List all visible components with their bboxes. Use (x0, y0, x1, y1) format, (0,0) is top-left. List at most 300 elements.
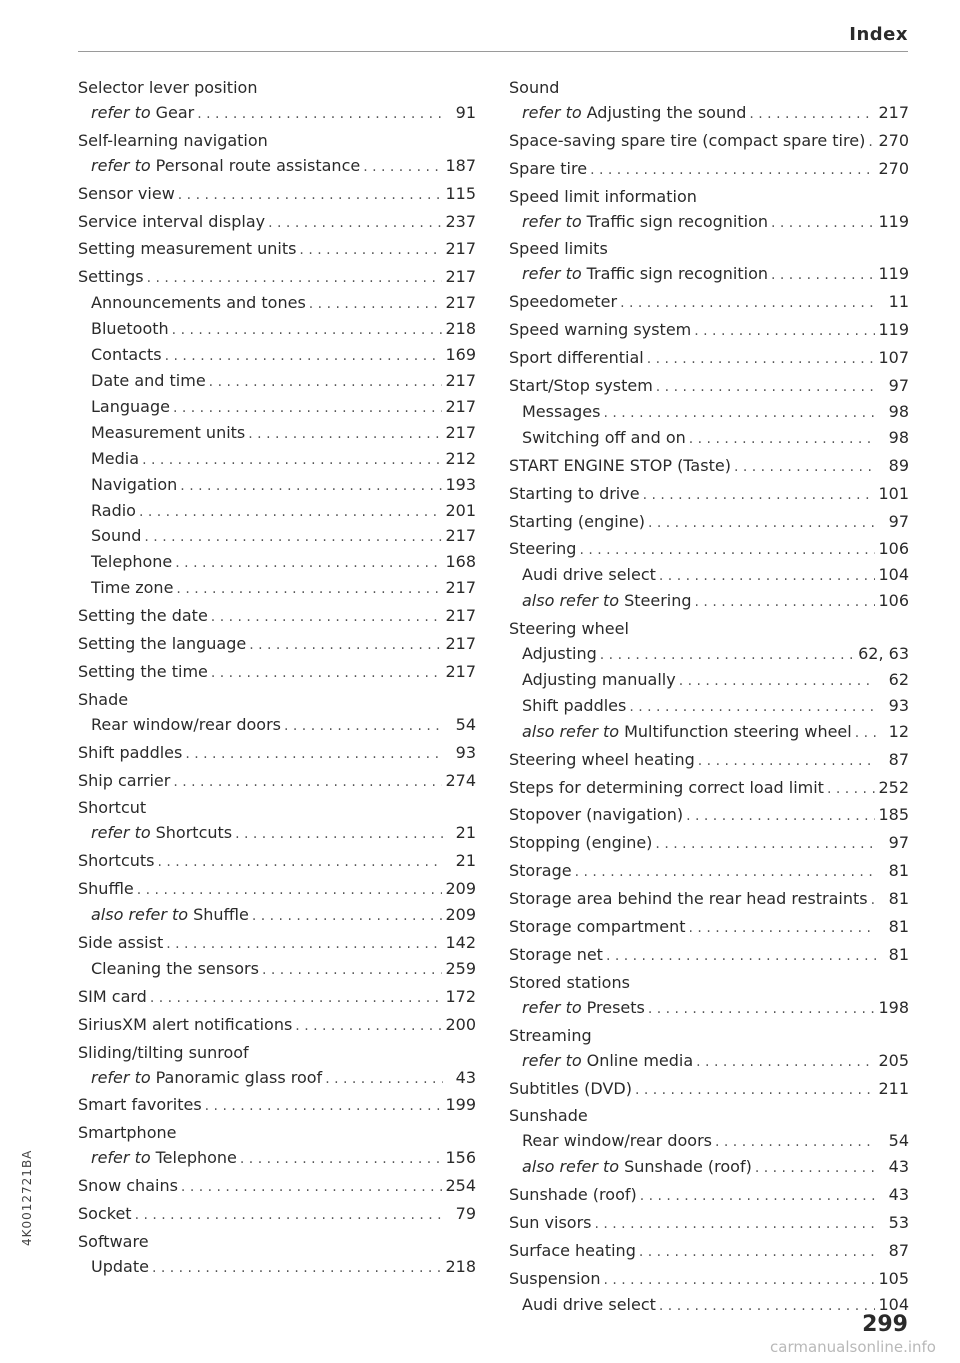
entry-text: Sunshade (509, 1106, 588, 1126)
page-reference: 200 (445, 1014, 476, 1034)
page-reference: 270 (878, 158, 909, 178)
entry-text: Multifunction steering wheel (624, 721, 852, 741)
entry-label (522, 563, 656, 588)
page-reference: 205 (878, 1050, 909, 1070)
page-reference: 217 (445, 526, 476, 546)
page-reference: 211 (878, 1078, 909, 1098)
index-subentry (509, 262, 909, 288)
index-entry (509, 510, 909, 536)
index-subentry (509, 1129, 909, 1155)
page-reference: 217 (445, 239, 476, 259)
page-reference: 106 (878, 591, 909, 611)
page-reference: 168 (445, 552, 476, 572)
entry-label (78, 1174, 178, 1199)
entry-text: Socket (78, 1204, 132, 1224)
entry-text: Shortcuts (78, 851, 155, 871)
entry-label (509, 859, 572, 884)
dot-leader (648, 997, 876, 1022)
index-subentry (78, 821, 476, 847)
entry-label (522, 720, 852, 745)
entry-label (522, 1293, 656, 1318)
page-reference: 105 (878, 1268, 909, 1288)
entry-label (509, 831, 652, 856)
index-entry (509, 859, 909, 885)
dot-leader (868, 130, 875, 155)
entry-text: Steering (509, 539, 577, 559)
dot-leader (659, 1294, 876, 1319)
index-subentry (509, 563, 909, 589)
entry-label (78, 210, 265, 235)
page-reference: 62, 63 (858, 644, 909, 664)
entry-label (509, 76, 559, 101)
index-entry (78, 660, 476, 686)
page-reference: 254 (445, 1176, 476, 1196)
page-reference: 193 (445, 474, 476, 494)
index-entry (509, 617, 909, 642)
dot-leader (694, 319, 875, 344)
entry-label (91, 903, 249, 928)
dot-leader (180, 474, 442, 499)
cross-reference: refer to (522, 997, 582, 1017)
entry-text: Setting measurement units (78, 239, 297, 259)
page-reference: 274 (445, 770, 476, 790)
entry-label (522, 1049, 693, 1074)
page-reference: 87 (888, 749, 909, 769)
index-entry (509, 237, 909, 262)
entry-label (509, 1104, 588, 1129)
dot-leader (606, 944, 876, 969)
index-entry (509, 831, 909, 857)
entry-label (509, 454, 731, 479)
dot-leader (643, 483, 876, 508)
index-subentry (78, 903, 476, 929)
index-subentry (509, 668, 909, 694)
entry-label (91, 154, 360, 179)
index-subentry (78, 1066, 476, 1092)
entry-text: Shortcuts (155, 823, 233, 843)
entry-label (91, 550, 172, 575)
index-subentry (509, 210, 909, 236)
entry-text: Navigation (91, 474, 178, 494)
entry-label (78, 1093, 202, 1118)
index-subentry (509, 642, 909, 668)
entry-label (509, 748, 695, 773)
page-reference: 199 (445, 1095, 476, 1115)
entry-label (91, 343, 162, 368)
entry-text: Traffic sign recognition (586, 264, 768, 284)
entry-label (509, 776, 824, 801)
dot-leader (647, 347, 876, 372)
dot-leader (175, 551, 442, 576)
dot-leader (603, 401, 876, 426)
entry-text: SiriusXM alert notifications (78, 1014, 293, 1034)
entry-text: Sport differential (509, 348, 644, 368)
entry-label (522, 101, 746, 126)
entry-label (78, 265, 144, 290)
dot-leader (144, 525, 442, 550)
page-reference: 201 (445, 500, 476, 520)
entry-text: Subtitles (DVD) (509, 1078, 632, 1098)
page-reference: 119 (878, 320, 909, 340)
entry-text: Rear window/rear doors (522, 1131, 712, 1151)
entry-text: Smart favorites (78, 1095, 202, 1115)
page-reference: 187 (445, 155, 476, 175)
page-reference: 81 (888, 861, 909, 881)
entry-text: Telephone (91, 552, 173, 572)
dot-leader (284, 714, 443, 739)
entry-label (91, 473, 177, 498)
page-reference: 104 (878, 565, 909, 585)
index-entry (509, 1183, 909, 1209)
entry-label (91, 524, 141, 549)
page-reference: 169 (445, 345, 476, 365)
cross-reference: also refer to (522, 591, 620, 611)
entry-label (78, 769, 170, 794)
entry-label (522, 694, 626, 719)
entry-label (509, 129, 865, 154)
dot-leader (248, 422, 442, 447)
index-entry (509, 803, 909, 829)
page-reference: 53 (888, 1213, 909, 1233)
dot-leader (734, 455, 876, 480)
index-subentry (78, 1146, 476, 1172)
entry-text: START ENGINE STOP (Taste) (509, 455, 731, 475)
cross-reference: refer to (91, 1148, 151, 1168)
page-reference: 217 (445, 396, 476, 416)
dot-leader (249, 633, 442, 658)
page-header-title: Index (849, 24, 908, 45)
dot-leader (295, 1014, 442, 1039)
entry-label (78, 632, 246, 657)
entry-text: Streaming (509, 1025, 592, 1045)
dot-leader (715, 1130, 876, 1155)
page-reference: 43 (888, 1185, 909, 1205)
dot-leader (165, 344, 443, 369)
index-entry (509, 374, 909, 400)
entry-text: Storage net (509, 945, 603, 964)
entry-text: Traffic sign recognition (586, 211, 768, 231)
entry-text: Starting (engine) (509, 511, 645, 531)
index-subentry (509, 101, 909, 127)
page-reference: 119 (878, 264, 909, 284)
page-reference: 212 (445, 448, 476, 468)
entry-text: Smartphone (78, 1123, 177, 1143)
entry-label (91, 395, 170, 420)
entry-label (509, 290, 617, 315)
entry-text: Starting to drive (509, 483, 640, 503)
page-reference: 81 (888, 945, 909, 964)
entry-text: Speed limits (509, 239, 608, 259)
entry-text: Setting the language (78, 634, 247, 654)
dot-leader (827, 777, 876, 802)
dot-leader (655, 832, 876, 857)
entry-label (522, 426, 686, 451)
index-entry (509, 290, 909, 316)
entry-label (509, 537, 576, 562)
index-entry (509, 1211, 909, 1237)
index-entry (509, 887, 909, 913)
index-entry (78, 796, 476, 821)
cross-reference: also refer to (522, 721, 620, 741)
page-reference: 217 (445, 370, 476, 390)
entry-text: Shift paddles (522, 695, 627, 715)
entry-label (509, 510, 645, 535)
entry-text: Contacts (91, 345, 162, 365)
index-subentry (78, 395, 476, 421)
entry-label (91, 447, 139, 472)
index-entry (78, 210, 476, 236)
entry-label (522, 400, 600, 425)
page-reference: 198 (878, 997, 909, 1017)
entry-text: Sliding/tilting sunroof (78, 1042, 249, 1062)
entry-label (78, 237, 296, 262)
index-entry (78, 1093, 476, 1119)
page-reference: 270 (878, 130, 909, 150)
watermark: carmanualsonline.info (770, 1338, 936, 1356)
dot-leader (629, 695, 876, 720)
entry-text: Storage compartment (509, 917, 686, 937)
entry-text: Personal route assistance (155, 155, 361, 175)
entry-label (509, 803, 683, 828)
index-subentry (78, 317, 476, 343)
entry-label (509, 346, 644, 371)
entry-text: Storage (509, 861, 572, 881)
page-reference: 217 (445, 293, 476, 313)
entry-text: Audi drive select (522, 1294, 656, 1314)
entry-text: Steering wheel (509, 619, 629, 639)
page-reference: 81 (888, 917, 909, 937)
entry-text: Shuffle (193, 905, 249, 925)
dot-leader (185, 742, 443, 767)
dot-leader (686, 804, 875, 829)
entry-label (78, 688, 128, 713)
index-entry (509, 1239, 909, 1265)
index-subentry (509, 1155, 909, 1181)
dot-leader (205, 1094, 443, 1119)
entry-label (509, 1267, 600, 1292)
page-reference: 217 (445, 578, 476, 598)
entry-label (522, 668, 676, 693)
entry-label (522, 996, 645, 1021)
header-divider (78, 51, 908, 52)
dot-leader (600, 643, 855, 668)
entry-label (509, 1024, 592, 1049)
dot-leader (173, 770, 442, 795)
entry-label (522, 642, 597, 667)
index-entry (509, 1024, 909, 1049)
entry-label (91, 713, 281, 738)
entry-label (78, 985, 147, 1010)
entry-label (91, 576, 173, 601)
index-entry (78, 931, 476, 957)
page-reference: 79 (455, 1204, 476, 1224)
dot-leader (176, 577, 442, 602)
entry-label (78, 1041, 249, 1066)
page-reference: 119 (878, 211, 909, 231)
index-entry (78, 76, 476, 101)
entry-label (78, 182, 175, 207)
dot-leader (575, 860, 876, 885)
entry-text: Setting the time (78, 661, 208, 681)
entry-text: Messages (522, 401, 601, 421)
index-entry (78, 688, 476, 713)
index-entry (78, 1121, 476, 1146)
index-entry (78, 877, 476, 903)
entry-text: SIM card (78, 986, 147, 1006)
cross-reference: refer to (91, 1067, 151, 1087)
index-subentry (78, 291, 476, 317)
entry-text: Media (91, 448, 140, 468)
page-reference: 89 (888, 455, 909, 475)
dot-leader (695, 590, 876, 615)
dot-leader (152, 1256, 443, 1281)
dot-leader (147, 266, 443, 291)
page-reference: 209 (445, 879, 476, 899)
entry-text: Stopover (navigation) (509, 805, 684, 825)
dot-leader (252, 904, 443, 929)
index-entry (509, 346, 909, 372)
index-entry (78, 1041, 476, 1066)
dot-leader (150, 986, 443, 1011)
document-code: 4K0012721BA (20, 1149, 34, 1246)
dot-leader (659, 564, 876, 589)
entry-label (509, 185, 697, 210)
entry-label (78, 741, 182, 766)
entry-text: Sunshade (roof) (509, 1185, 637, 1205)
entry-text: Date and time (91, 370, 206, 390)
index-subentry (78, 1255, 476, 1281)
entry-text: Online media (586, 1050, 694, 1070)
entry-text: Spare tire (509, 158, 588, 178)
entry-text: Suspension (509, 1268, 601, 1288)
dot-leader (235, 822, 443, 847)
page-reference: 97 (888, 511, 909, 531)
dot-leader (771, 211, 875, 236)
entry-label (509, 1077, 632, 1102)
dot-leader (639, 1240, 876, 1265)
dot-leader (299, 238, 442, 263)
dot-leader (363, 155, 442, 180)
entry-text: Telephone (155, 1148, 237, 1168)
entry-text: Stored stations (509, 972, 630, 992)
entry-text: Selector lever position (78, 78, 258, 97)
dot-leader (142, 448, 442, 473)
entry-label (78, 796, 146, 821)
dot-leader (197, 102, 443, 127)
entry-label (78, 931, 163, 956)
entry-text: Space-saving spare tire (compact spare tire) (509, 130, 866, 150)
page-reference: 91 (455, 102, 476, 122)
entry-label (78, 76, 257, 101)
index-column-left (78, 76, 476, 1281)
index-subentry (509, 1293, 909, 1319)
entry-label (91, 1066, 322, 1091)
index-entry (78, 1174, 476, 1200)
page-reference: 209 (445, 905, 476, 925)
entry-text: Steering (624, 591, 692, 611)
entry-label (91, 421, 245, 446)
index-subentry (78, 957, 476, 983)
entry-label (78, 1121, 176, 1146)
index-subentry (509, 400, 909, 426)
page-reference: 172 (445, 986, 476, 1006)
dot-leader (309, 292, 443, 317)
entry-text: Snow chains (78, 1176, 178, 1196)
page-reference: 217 (445, 267, 476, 287)
cross-reference: refer to (91, 102, 151, 122)
index-subentry (78, 524, 476, 550)
entry-label (509, 1211, 591, 1236)
entry-text: Speedometer (509, 292, 618, 312)
index-entry (509, 943, 909, 969)
entry-text: Shortcut (78, 798, 147, 818)
cross-reference: refer to (522, 1050, 582, 1070)
dot-leader (696, 1050, 875, 1075)
entry-label (91, 499, 136, 524)
entry-label (78, 849, 154, 874)
entry-text: Sunshade (roof) (624, 1157, 752, 1177)
entry-text: Speed limit information (509, 186, 697, 206)
index-entry (509, 1267, 909, 1293)
entry-label (91, 101, 194, 126)
entry-label (78, 129, 268, 154)
entry-label (78, 1202, 132, 1227)
index-entry (509, 915, 909, 941)
entry-text: Service interval display (78, 211, 266, 231)
entry-label (509, 617, 629, 642)
page-reference: 115 (445, 183, 476, 203)
index-entry (509, 185, 909, 210)
entry-text: Announcements and tones (91, 293, 306, 313)
entry-text: Side assist (78, 933, 164, 952)
dot-leader (590, 158, 875, 183)
entry-text: Rear window/rear doors (91, 714, 281, 734)
entry-text: Audi drive select (522, 565, 656, 585)
page-reference: 98 (888, 401, 909, 421)
entry-label (91, 1146, 237, 1171)
cross-reference: refer to (522, 264, 582, 284)
entry-text: Cleaning the sensors (91, 958, 259, 978)
index-entry (509, 748, 909, 774)
index-entry (78, 849, 476, 875)
dot-leader (178, 183, 443, 208)
index-entry (78, 741, 476, 767)
entry-text: Measurement units (91, 422, 246, 442)
entry-text: Steering wheel heating (509, 749, 695, 769)
index-subentry (78, 473, 476, 499)
entry-label (78, 1230, 149, 1255)
entry-text: Speed warning system (509, 320, 692, 340)
index-subentry (78, 447, 476, 473)
cross-reference: also refer to (522, 1157, 620, 1177)
page-reference: 106 (878, 539, 909, 559)
entry-text: Sensor view (78, 183, 175, 203)
dot-leader (211, 661, 443, 686)
entry-text: Time zone (91, 578, 174, 598)
dot-leader (656, 375, 876, 400)
entry-text: Bluetooth (91, 319, 169, 339)
entry-text: Surface heating (509, 1240, 636, 1260)
index-subentry (78, 154, 476, 180)
page-reference: 81 (888, 889, 909, 909)
dot-leader (157, 850, 443, 875)
dot-leader (181, 1175, 443, 1200)
page-reference: 104 (878, 1294, 909, 1314)
dot-leader (135, 1203, 443, 1228)
entry-text: Shade (78, 689, 129, 709)
cross-reference: refer to (522, 211, 582, 231)
dot-leader (648, 511, 876, 536)
